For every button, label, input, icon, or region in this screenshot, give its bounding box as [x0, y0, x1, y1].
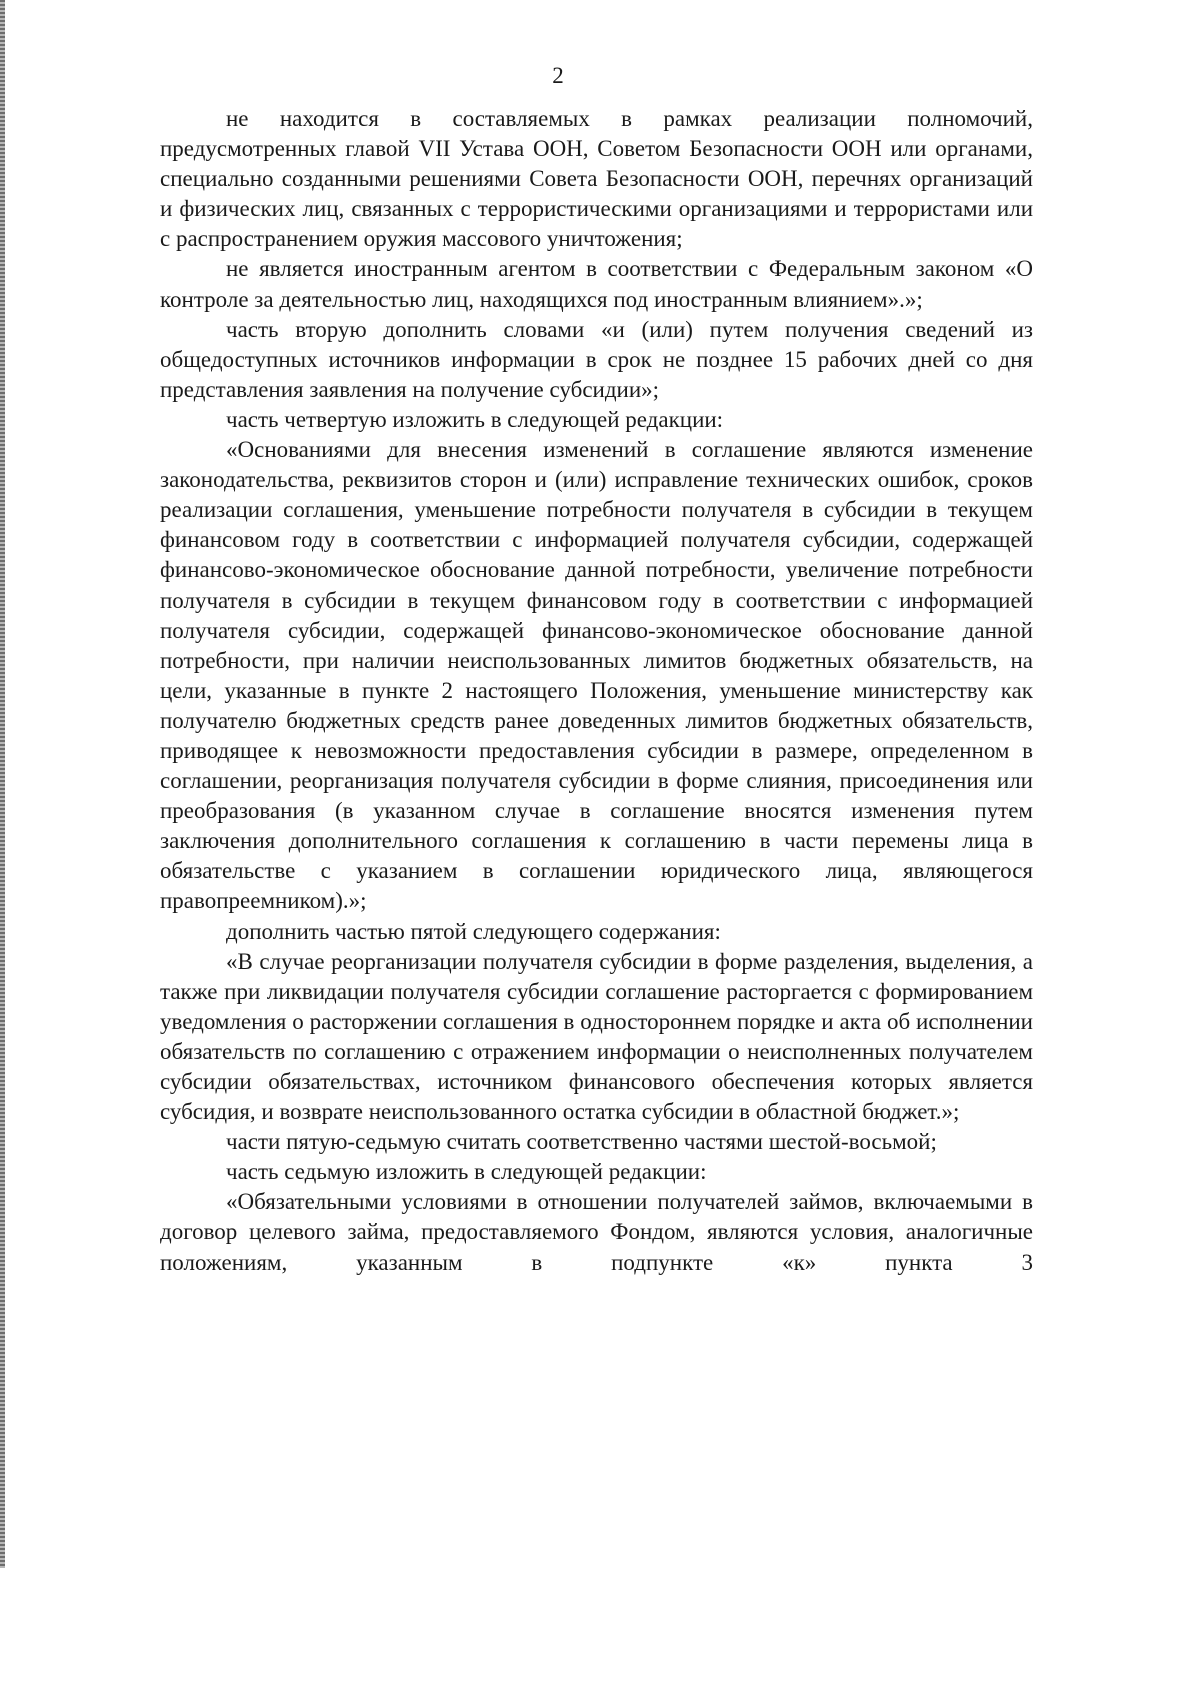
paragraph-part-two-amendment: часть вторую дополнить словами «и (или) путем получения сведений из общедоступных источников информации в срок не позднее 15 рабочих дней со дня представления заявления на получение субсидии»;	[160, 316, 1033, 402]
paragraph-part-seven-intro: часть седьмую изложить в следующей редакции:	[226, 1159, 707, 1185]
document-body	[160, 104, 1033, 1278]
scan-edge	[0, 0, 5, 1568]
page-number: 2	[552, 63, 564, 88]
paragraph-loan-conditions: «Обязательными условиями в отношении получателей займов, включаемыми в договор целевого займа, предоставляемого Фондом, являются условия, аналогичные положениям, указанным в подпункте «к» пункта 3	[160, 1189, 1033, 1275]
paragraph-grounds-for-changes: «Основаниями для внесения изменений в соглашение являются изменение законодательства, реквизитов сторон и (или) исправление технических ошибок, сроков реализации соглашения, уменьшение потребности получателя в субсидии в текущем финансовом году в соответствии с информацией получателя субсидии, содержащей финансово-экономическое обоснование данной потребности, увеличение потребности получателя в субсидии в текущем финансовом году в соответствии с информацией получателя субсидии, содержащей финансово-экономическое обоснование данной потребности, при наличии неиспользованных лимитов бюджетных обязательств, на цели, указанные в пункте 2 настоящего Положения, уменьшение министерству как получателю бюджетных средств ранее доведенных лимитов бюджетных обязательств, приводящее к невозможности предоставления субсидии в размере, определенном в соглашении, реорганизация получателя субсидии в форме слияния, присоединения или преобразования (в указанном случае в соглашение вносятся изменения путем заключения дополнительного соглашения к соглашению в части перемены лица в обязательстве с указанием в соглашении юридического лица, являющегося правопреемником).»;	[160, 437, 1033, 914]
paragraph-renumbering: части пятую-седьмую считать соответственно частями шестой-восьмой;	[226, 1129, 937, 1155]
paragraph-reorganization: «В случае реорганизации получателя субсидии в форме разделения, выделения, а также при ликвидации получателя субсидии соглашение расторгается с формированием уведомления о расторжении соглашения в одностороннем порядке и акта об исполнении обязательств по соглашению с отражением информации о неисполненных получателем субсидии обязательствах, источником финансового обеспечения которых является субсидия, и возврате неиспользованного остатка субсидии в областной бюджет.»;	[160, 948, 1033, 1125]
paragraph-foreign-agent: не является иностранным агентом в соответствии с Федеральным законом «О контроле за деятельностью лиц, находящихся под иностранным влиянием».»;	[160, 256, 1033, 312]
paragraph-part-four-intro: часть четвертую изложить в следующей редакции:	[226, 406, 724, 432]
paragraph-part-five-intro: дополнить частью пятой следующего содержания:	[226, 918, 721, 944]
paragraph-un-sanctions-list: не находится в составляемых в рамках реализации полномочий, предусмотренных главой VII Устава ООН, Советом Безопасности ООН или органами, специально созданными решениями Совета Безопасности ООН, перечнях организаций и физических лиц, связанных с террористическими организациями и террористами или с распространением оружия массового уничтожения;	[160, 106, 1033, 252]
